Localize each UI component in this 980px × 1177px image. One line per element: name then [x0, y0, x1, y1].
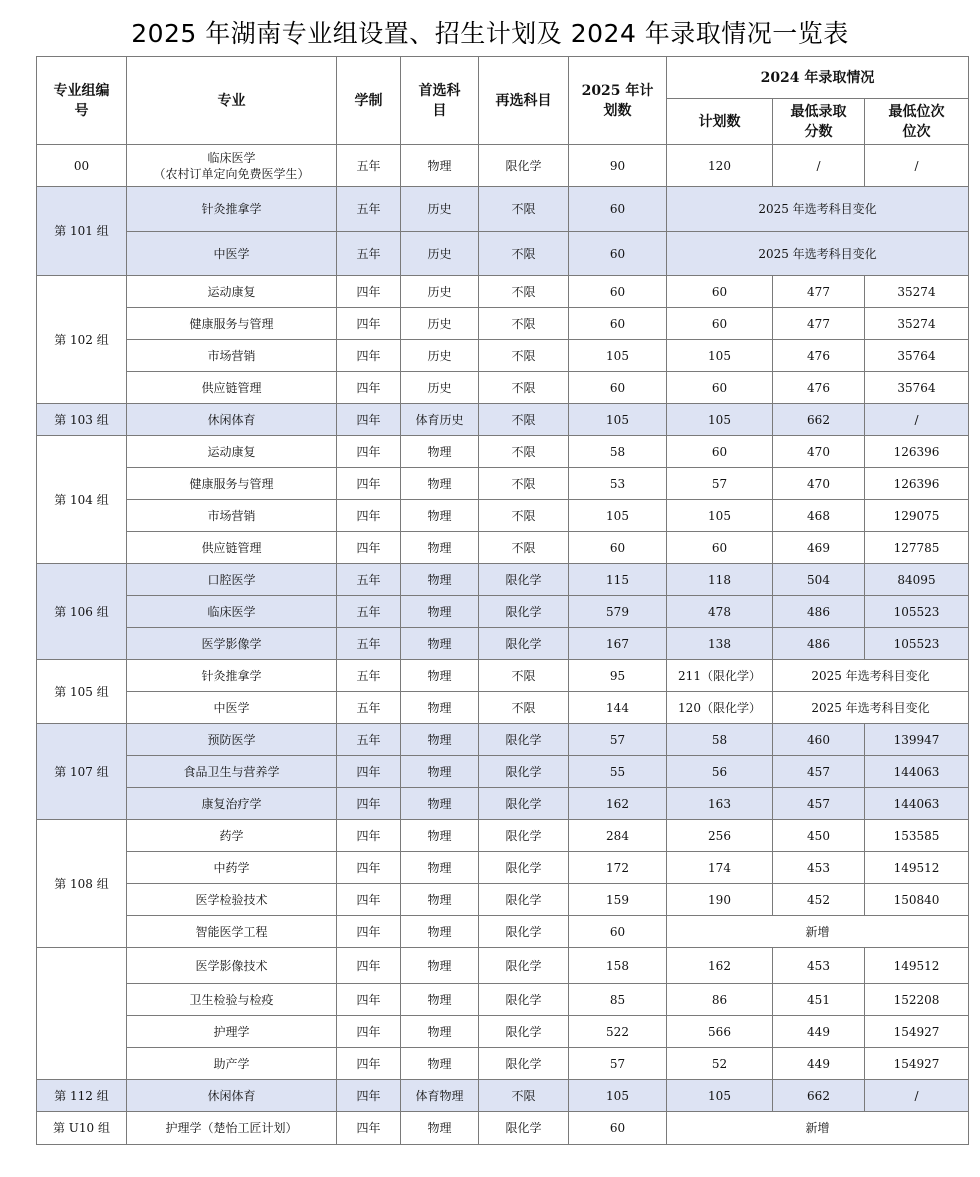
plan-2025-cell: 55 [569, 756, 667, 788]
plan-2025-cell: 57 [569, 1048, 667, 1080]
table-row [37, 820, 969, 852]
duration-cell: 四年 [337, 788, 401, 820]
min-score-cell: 477 [773, 308, 865, 340]
major-cell: 食品卫生与营养学 [127, 756, 337, 788]
duration-cell: 五年 [337, 628, 401, 660]
duration-cell: 四年 [337, 340, 401, 372]
min-score-cell: 457 [773, 756, 865, 788]
second-subject-cell: 限化学 [479, 820, 569, 852]
plan-2024-cell: 52 [667, 1048, 773, 1080]
second-subject-cell: 不限 [479, 340, 569, 372]
major-cell: 供应链管理 [127, 372, 337, 404]
first-subject-cell: 物理 [401, 1112, 479, 1145]
duration-cell: 四年 [337, 1112, 401, 1145]
header-major: 专业 [127, 57, 337, 145]
duration-cell: 四年 [337, 276, 401, 308]
plan-2024-cell: 478 [667, 596, 773, 628]
min-rank-cell: 35764 [865, 340, 969, 372]
plan-2025-cell: 522 [569, 1016, 667, 1048]
first-subject-cell: 物理 [401, 532, 479, 564]
min-score-cell: / [773, 145, 865, 187]
plan-2024-cell: 163 [667, 788, 773, 820]
second-subject-cell: 不限 [479, 372, 569, 404]
first-subject-cell: 物理 [401, 852, 479, 884]
plan-2025-cell: 167 [569, 628, 667, 660]
major-cell: 中医学 [127, 692, 337, 724]
duration-cell: 四年 [337, 884, 401, 916]
min-rank-cell: / [865, 404, 969, 436]
note-cell: 新增 [667, 916, 969, 948]
header-first-subject: 首选科目 [401, 57, 479, 145]
second-subject-cell: 不限 [479, 660, 569, 692]
table-row [37, 1048, 969, 1080]
major-cell: 临床医学 [127, 596, 337, 628]
second-subject-cell: 限化学 [479, 984, 569, 1016]
plan-2024-cell: 60 [667, 276, 773, 308]
second-subject-cell: 限化学 [479, 916, 569, 948]
second-subject-cell: 限化学 [479, 596, 569, 628]
note-cell: 2025 年选考科目变化 [667, 187, 969, 232]
first-subject-cell: 物理 [401, 756, 479, 788]
duration-cell: 四年 [337, 984, 401, 1016]
header-plan-2024: 计划数 [667, 99, 773, 145]
duration-cell: 五年 [337, 596, 401, 628]
plan-2025-cell: 579 [569, 596, 667, 628]
note-cell: 新增 [667, 1112, 969, 1145]
table-row [37, 276, 969, 308]
table-row [37, 145, 969, 187]
min-score-cell: 470 [773, 436, 865, 468]
plan-2024-cell: 162 [667, 948, 773, 984]
note-cell: 2025 年选考科目变化 [667, 232, 969, 276]
plan-2025-cell: 60 [569, 187, 667, 232]
major-cell: 临床医学 （农村订单定向免费医学生） [127, 145, 337, 187]
second-subject-cell: 不限 [479, 276, 569, 308]
min-rank-cell: 35764 [865, 372, 969, 404]
table-row [37, 308, 969, 340]
duration-cell: 四年 [337, 468, 401, 500]
first-subject-cell: 历史 [401, 340, 479, 372]
group-cell: 第 112 组 [37, 1080, 127, 1112]
second-subject-cell: 限化学 [479, 1112, 569, 1145]
second-subject-cell: 不限 [479, 1080, 569, 1112]
header-group: 专业组编号 [37, 57, 127, 145]
plan-2024-cell: 105 [667, 340, 773, 372]
first-subject-cell: 物理 [401, 692, 479, 724]
table-row [37, 564, 969, 596]
plan-2024-cell: 120 [667, 145, 773, 187]
min-rank-cell: 149512 [865, 852, 969, 884]
min-score-cell: 449 [773, 1016, 865, 1048]
second-subject-cell: 限化学 [479, 1016, 569, 1048]
plan-2025-cell: 159 [569, 884, 667, 916]
table-row [37, 1016, 969, 1048]
major-cell: 医学检验技术 [127, 884, 337, 916]
major-cell: 针灸推拿学 [127, 660, 337, 692]
table-row [37, 1112, 969, 1145]
min-score-cell: 453 [773, 852, 865, 884]
first-subject-cell: 物理 [401, 916, 479, 948]
plan-2024-cell: 56 [667, 756, 773, 788]
plan-2024-cell: 174 [667, 852, 773, 884]
duration-cell: 四年 [337, 756, 401, 788]
first-subject-cell: 物理 [401, 468, 479, 500]
admission-table [36, 56, 969, 1145]
min-rank-cell: / [865, 1080, 969, 1112]
second-subject-cell: 不限 [479, 692, 569, 724]
min-rank-cell: 35274 [865, 308, 969, 340]
first-subject-cell: 历史 [401, 276, 479, 308]
major-cell: 康复治疗学 [127, 788, 337, 820]
duration-cell: 五年 [337, 145, 401, 187]
first-subject-cell: 物理 [401, 1016, 479, 1048]
plan-2024-cell: 120（限化学） [667, 692, 773, 724]
first-subject-cell: 物理 [401, 596, 479, 628]
plan-2024-cell: 58 [667, 724, 773, 756]
second-subject-cell: 限化学 [479, 884, 569, 916]
plan-2024-cell: 566 [667, 1016, 773, 1048]
table-row [37, 596, 969, 628]
major-cell: 市场营销 [127, 340, 337, 372]
table-row [37, 948, 969, 984]
plan-2025-cell: 60 [569, 532, 667, 564]
plan-2024-cell: 211（限化学） [667, 660, 773, 692]
second-subject-cell: 限化学 [479, 948, 569, 984]
first-subject-cell: 物理 [401, 984, 479, 1016]
min-rank-cell: 126396 [865, 436, 969, 468]
min-score-cell: 449 [773, 1048, 865, 1080]
min-score-cell: 477 [773, 276, 865, 308]
first-subject-cell: 历史 [401, 372, 479, 404]
plan-2024-cell: 60 [667, 532, 773, 564]
second-subject-cell: 限化学 [479, 788, 569, 820]
first-subject-cell: 物理 [401, 628, 479, 660]
plan-2025-cell: 53 [569, 468, 667, 500]
second-subject-cell: 不限 [479, 532, 569, 564]
duration-cell: 四年 [337, 1016, 401, 1048]
table-row [37, 500, 969, 532]
table-row [37, 436, 969, 468]
min-rank-cell: 149512 [865, 948, 969, 984]
header-admission-2024: 2024 年录取情况 [667, 57, 969, 99]
plan-2024-cell: 105 [667, 404, 773, 436]
major-cell: 运动康复 [127, 436, 337, 468]
second-subject-cell: 不限 [479, 500, 569, 532]
major-cell: 卫生检验与检疫 [127, 984, 337, 1016]
second-subject-cell: 限化学 [479, 1048, 569, 1080]
table-row [37, 692, 969, 724]
plan-2024-cell: 86 [667, 984, 773, 1016]
second-subject-cell: 限化学 [479, 852, 569, 884]
min-rank-cell: 35274 [865, 276, 969, 308]
major-cell: 护理学（楚怡工匠计划） [127, 1112, 337, 1145]
second-subject-cell: 不限 [479, 436, 569, 468]
plan-2024-cell: 57 [667, 468, 773, 500]
group-cell: 00 [37, 145, 127, 187]
plan-2024-cell: 256 [667, 820, 773, 852]
plan-2025-cell: 60 [569, 1112, 667, 1145]
table-row [37, 628, 969, 660]
plan-2025-cell: 105 [569, 1080, 667, 1112]
header-min-score: 最低录取分数 [773, 99, 865, 145]
table-row [37, 232, 969, 276]
major-cell: 医学影像技术 [127, 948, 337, 984]
major-cell: 智能医学工程 [127, 916, 337, 948]
duration-cell: 五年 [337, 660, 401, 692]
min-rank-cell: 126396 [865, 468, 969, 500]
duration-cell: 四年 [337, 404, 401, 436]
major-cell: 针灸推拿学 [127, 187, 337, 232]
major-cell: 健康服务与管理 [127, 468, 337, 500]
plan-2024-cell: 138 [667, 628, 773, 660]
plan-2025-cell: 95 [569, 660, 667, 692]
plan-2025-cell: 85 [569, 984, 667, 1016]
plan-2025-cell: 60 [569, 276, 667, 308]
second-subject-cell: 不限 [479, 404, 569, 436]
plan-2025-cell: 284 [569, 820, 667, 852]
min-score-cell: 468 [773, 500, 865, 532]
plan-2025-cell: 60 [569, 372, 667, 404]
table-row [37, 724, 969, 756]
second-subject-cell: 限化学 [479, 564, 569, 596]
group-cell: 第 104 组 [37, 436, 127, 564]
note-cell: 2025 年选考科目变化 [773, 692, 969, 724]
min-rank-cell: 150840 [865, 884, 969, 916]
table-row [37, 756, 969, 788]
group-cell: 第 U10 组 [37, 1112, 127, 1145]
table-row [37, 916, 969, 948]
duration-cell: 五年 [337, 692, 401, 724]
first-subject-cell: 体育历史 [401, 404, 479, 436]
first-subject-cell: 物理 [401, 500, 479, 532]
group-cell [37, 948, 127, 1080]
major-cell: 中医学 [127, 232, 337, 276]
table-row [37, 852, 969, 884]
major-cell: 中药学 [127, 852, 337, 884]
second-subject-cell: 限化学 [479, 628, 569, 660]
group-cell: 第 101 组 [37, 187, 127, 276]
plan-2025-cell: 105 [569, 340, 667, 372]
min-rank-cell: 105523 [865, 628, 969, 660]
major-cell: 护理学 [127, 1016, 337, 1048]
header-duration: 学制 [337, 57, 401, 145]
duration-cell: 四年 [337, 1080, 401, 1112]
header-second-subject: 再选科目 [479, 57, 569, 145]
plan-2024-cell: 105 [667, 1080, 773, 1112]
major-cell: 供应链管理 [127, 532, 337, 564]
group-cell: 第 102 组 [37, 276, 127, 404]
group-cell: 第 103 组 [37, 404, 127, 436]
first-subject-cell: 物理 [401, 436, 479, 468]
min-score-cell: 662 [773, 1080, 865, 1112]
table-row [37, 660, 969, 692]
min-rank-cell: 144063 [865, 756, 969, 788]
min-score-cell: 470 [773, 468, 865, 500]
first-subject-cell: 体育物理 [401, 1080, 479, 1112]
plan-2025-cell: 162 [569, 788, 667, 820]
duration-cell: 四年 [337, 820, 401, 852]
table-row [37, 372, 969, 404]
min-score-cell: 662 [773, 404, 865, 436]
second-subject-cell: 限化学 [479, 145, 569, 187]
first-subject-cell: 物理 [401, 1048, 479, 1080]
min-rank-cell: 153585 [865, 820, 969, 852]
plan-2025-cell: 58 [569, 436, 667, 468]
plan-2025-cell: 158 [569, 948, 667, 984]
duration-cell: 五年 [337, 724, 401, 756]
min-rank-cell: 127785 [865, 532, 969, 564]
duration-cell: 四年 [337, 852, 401, 884]
min-rank-cell: 144063 [865, 788, 969, 820]
first-subject-cell: 历史 [401, 232, 479, 276]
duration-cell: 四年 [337, 948, 401, 984]
min-score-cell: 469 [773, 532, 865, 564]
duration-cell: 四年 [337, 500, 401, 532]
duration-cell: 四年 [337, 308, 401, 340]
duration-cell: 五年 [337, 232, 401, 276]
plan-2025-cell: 60 [569, 308, 667, 340]
first-subject-cell: 历史 [401, 187, 479, 232]
group-cell: 第 106 组 [37, 564, 127, 660]
min-score-cell: 452 [773, 884, 865, 916]
duration-cell: 四年 [337, 916, 401, 948]
major-cell: 医学影像学 [127, 628, 337, 660]
duration-cell: 四年 [337, 436, 401, 468]
table-row [37, 788, 969, 820]
table-row [37, 404, 969, 436]
first-subject-cell: 历史 [401, 308, 479, 340]
group-cell: 第 108 组 [37, 820, 127, 948]
min-rank-cell: 84095 [865, 564, 969, 596]
first-subject-cell: 物理 [401, 788, 479, 820]
plan-2024-cell: 60 [667, 436, 773, 468]
table-row [37, 187, 969, 232]
min-score-cell: 457 [773, 788, 865, 820]
table-row [37, 984, 969, 1016]
duration-cell: 五年 [337, 564, 401, 596]
second-subject-cell: 不限 [479, 232, 569, 276]
min-rank-cell: / [865, 145, 969, 187]
min-score-cell: 486 [773, 596, 865, 628]
min-rank-cell: 105523 [865, 596, 969, 628]
first-subject-cell: 物理 [401, 145, 479, 187]
group-cell: 第 107 组 [37, 724, 127, 820]
duration-cell: 四年 [337, 532, 401, 564]
first-subject-cell: 物理 [401, 660, 479, 692]
table-row [37, 532, 969, 564]
min-rank-cell: 139947 [865, 724, 969, 756]
plan-2025-cell: 172 [569, 852, 667, 884]
major-cell: 运动康复 [127, 276, 337, 308]
duration-cell: 四年 [337, 1048, 401, 1080]
major-cell: 市场营销 [127, 500, 337, 532]
table-row [37, 468, 969, 500]
second-subject-cell: 限化学 [479, 724, 569, 756]
min-score-cell: 486 [773, 628, 865, 660]
major-cell: 休闲体育 [127, 1080, 337, 1112]
major-cell: 口腔医学 [127, 564, 337, 596]
first-subject-cell: 物理 [401, 948, 479, 984]
min-rank-cell: 154927 [865, 1016, 969, 1048]
plan-2024-cell: 118 [667, 564, 773, 596]
note-cell: 2025 年选考科目变化 [773, 660, 969, 692]
first-subject-cell: 物理 [401, 820, 479, 852]
min-rank-cell: 154927 [865, 1048, 969, 1080]
plan-2025-cell: 144 [569, 692, 667, 724]
first-subject-cell: 物理 [401, 724, 479, 756]
second-subject-cell: 不限 [479, 187, 569, 232]
header-min-rank: 最低位次位次 [865, 99, 969, 145]
major-cell: 助产学 [127, 1048, 337, 1080]
min-score-cell: 476 [773, 372, 865, 404]
plan-2025-cell: 105 [569, 500, 667, 532]
first-subject-cell: 物理 [401, 564, 479, 596]
min-rank-cell: 152208 [865, 984, 969, 1016]
major-cell: 健康服务与管理 [127, 308, 337, 340]
second-subject-cell: 限化学 [479, 756, 569, 788]
table-row [37, 884, 969, 916]
plan-2025-cell: 60 [569, 916, 667, 948]
min-score-cell: 460 [773, 724, 865, 756]
plan-2025-cell: 57 [569, 724, 667, 756]
header-plan-2025: 2025 年计划数 [569, 57, 667, 145]
min-score-cell: 476 [773, 340, 865, 372]
second-subject-cell: 不限 [479, 468, 569, 500]
page-title: 2025 年湖南专业组设置、招生计划及 2024 年录取情况一览表 [131, 19, 849, 48]
plan-2025-cell: 60 [569, 232, 667, 276]
min-rank-cell: 129075 [865, 500, 969, 532]
first-subject-cell: 物理 [401, 884, 479, 916]
plan-2024-cell: 105 [667, 500, 773, 532]
major-cell: 药学 [127, 820, 337, 852]
major-cell: 休闲体育 [127, 404, 337, 436]
table-row [37, 1080, 969, 1112]
major-cell: 预防医学 [127, 724, 337, 756]
plan-2025-cell: 105 [569, 404, 667, 436]
plan-2024-cell: 60 [667, 372, 773, 404]
plan-2025-cell: 90 [569, 145, 667, 187]
duration-cell: 五年 [337, 187, 401, 232]
min-score-cell: 451 [773, 984, 865, 1016]
table-row [37, 340, 969, 372]
group-cell: 第 105 组 [37, 660, 127, 724]
plan-2025-cell: 115 [569, 564, 667, 596]
plan-2024-cell: 60 [667, 308, 773, 340]
min-score-cell: 504 [773, 564, 865, 596]
duration-cell: 四年 [337, 372, 401, 404]
min-score-cell: 450 [773, 820, 865, 852]
plan-2024-cell: 190 [667, 884, 773, 916]
second-subject-cell: 不限 [479, 308, 569, 340]
min-score-cell: 453 [773, 948, 865, 984]
